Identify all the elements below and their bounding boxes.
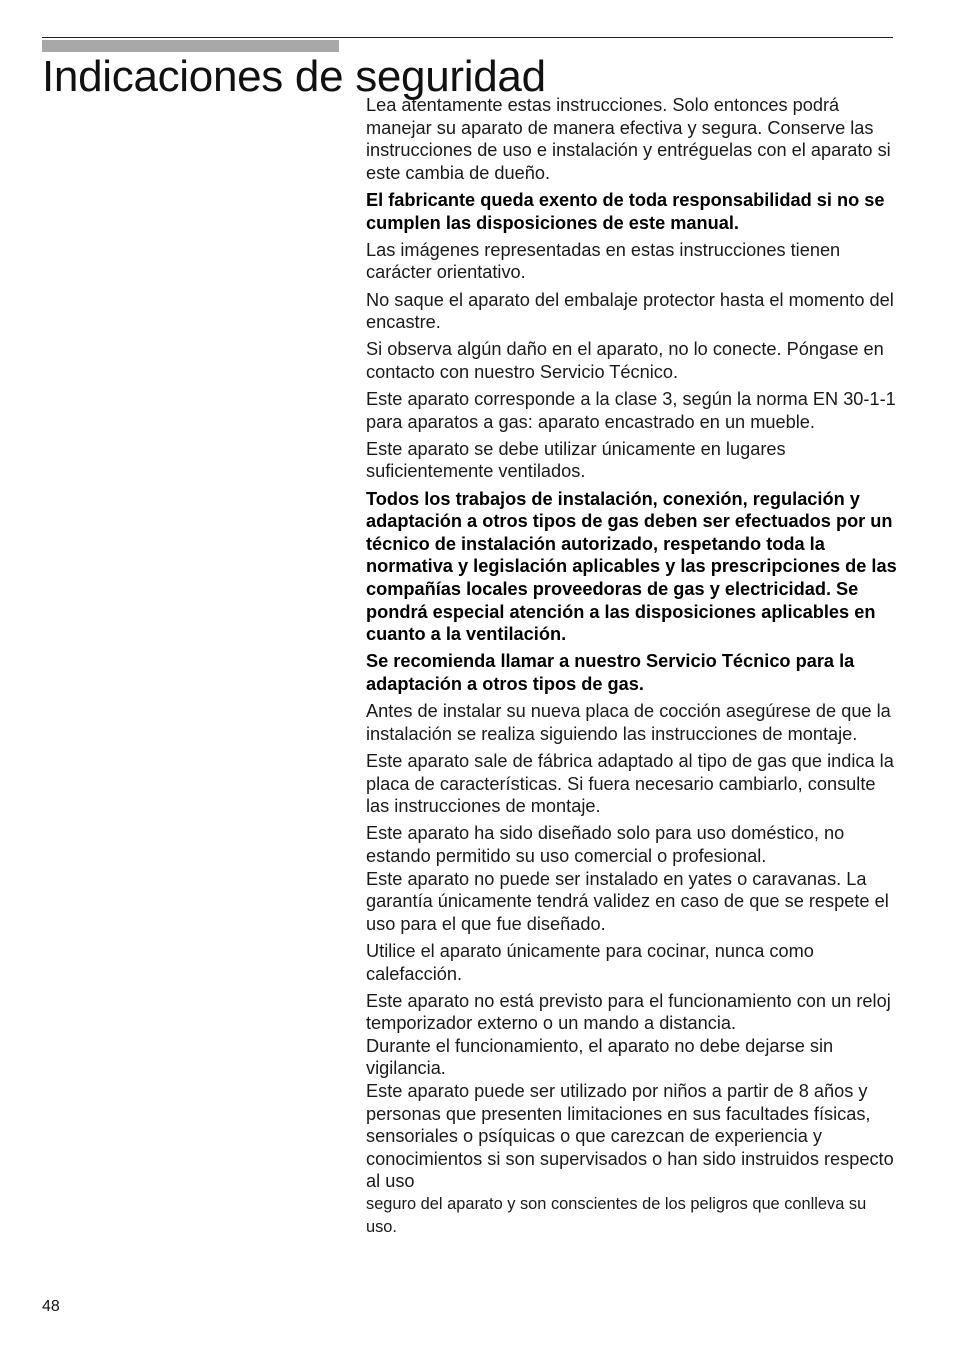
paragraph-liability-warning: El fabricante queda exento de toda responsabilidad si no se cumplen las disposiciones de este manual. [366, 189, 885, 233]
paragraph-images: Las imágenes representadas en estas instrucciones tienen carácter orientativo. [366, 239, 841, 283]
paragraph-class: Este aparato corresponde a la clase 3, según la norma EN 30-1-1 para aparatos a gas: aparato encastrado en un mueble. [366, 389, 896, 432]
paragraph-ventilation: Este aparato se debe utilizar únicamente en lugares suficientemente ventilados. [366, 438, 786, 482]
paragraph-before-install: Antes de instalar su nueva placa de cocción asegúrese de que la instalación se realiza siguiendo las instrucciones de montaje. [366, 701, 891, 744]
paragraph-intro: Lea atentamente estas instrucciones. Solo entonces podrá manejar su aparato de manera efectiva y segura. Conserve las instrucciones de uso e instalación y entréguelas con el aparato si este cambia de dueño. [366, 95, 891, 183]
safety-instructions [366, 94, 898, 1243]
paragraph-damage: Si observa algún daño en el aparato, no lo conecte. Póngase en contacto con nuestro Servicio Técnico. [366, 339, 884, 382]
header-rule [42, 37, 893, 38]
paragraph-children: Este aparato puede ser utilizado por niños a partir de 8 años y personas que presenten limitaciones en sus facultades físicas, sensoriales o psíquicas o que carezcan de experiencia y conocimientos si son supervisados o han sido instruidos respecto al uso [366, 1081, 894, 1192]
paragraph-domestic-use: Este aparato ha sido diseñado solo para uso doméstico, no estando permitido su uso comercial o profesional. [366, 823, 845, 866]
paragraph-installation-warning: Todos los trabajos de instalación, conexión, regulación y adaptación a otros tipos de gas deben ser efectuados por un técnico de instalación autorizado, respetando toda la normativa y legislación aplicables y las prescripciones de las compañías locales proveedoras de gas y electricidad. Se pondrá especial atención a las disposiciones aplicables en cuanto a la ventilación. [366, 488, 897, 645]
paragraph-packaging: No saque el aparato del embalaje protector hasta el momento del encastre. [366, 289, 894, 333]
paragraph-children-continued: seguro del aparato y son conscientes de los peligros que conlleva su uso. [366, 1195, 867, 1236]
paragraph-timer: Este aparato no está previsto para el funcionamiento con un reloj temporizador externo o un mando a distancia. [366, 990, 891, 1034]
paragraph-gas-type: Este aparato sale de fábrica adaptado al tipo de gas que indica la placa de características. Si fuera necesario cambiarlo, consulte las instrucciones de montaje. [366, 750, 894, 817]
paragraph-technical-service: Se recomienda llamar a nuestro Servicio Técnico para la adaptación a otros tipos de gas. [366, 651, 855, 694]
page-title: Indicaciones de seguridad [42, 52, 546, 101]
paragraph-yachts: Este aparato no puede ser instalado en yates o caravanas. La garantía únicamente tendrá validez en caso de que se respete el uso para el que fue diseñado. [366, 868, 889, 934]
page-number: 48 [42, 1298, 60, 1315]
paragraph-cooking-only: Utilice el aparato únicamente para cocinar, nunca como calefacción. [366, 940, 814, 984]
paragraph-supervision: Durante el funcionamiento, el aparato no debe dejarse sin vigilancia. [366, 1035, 834, 1079]
